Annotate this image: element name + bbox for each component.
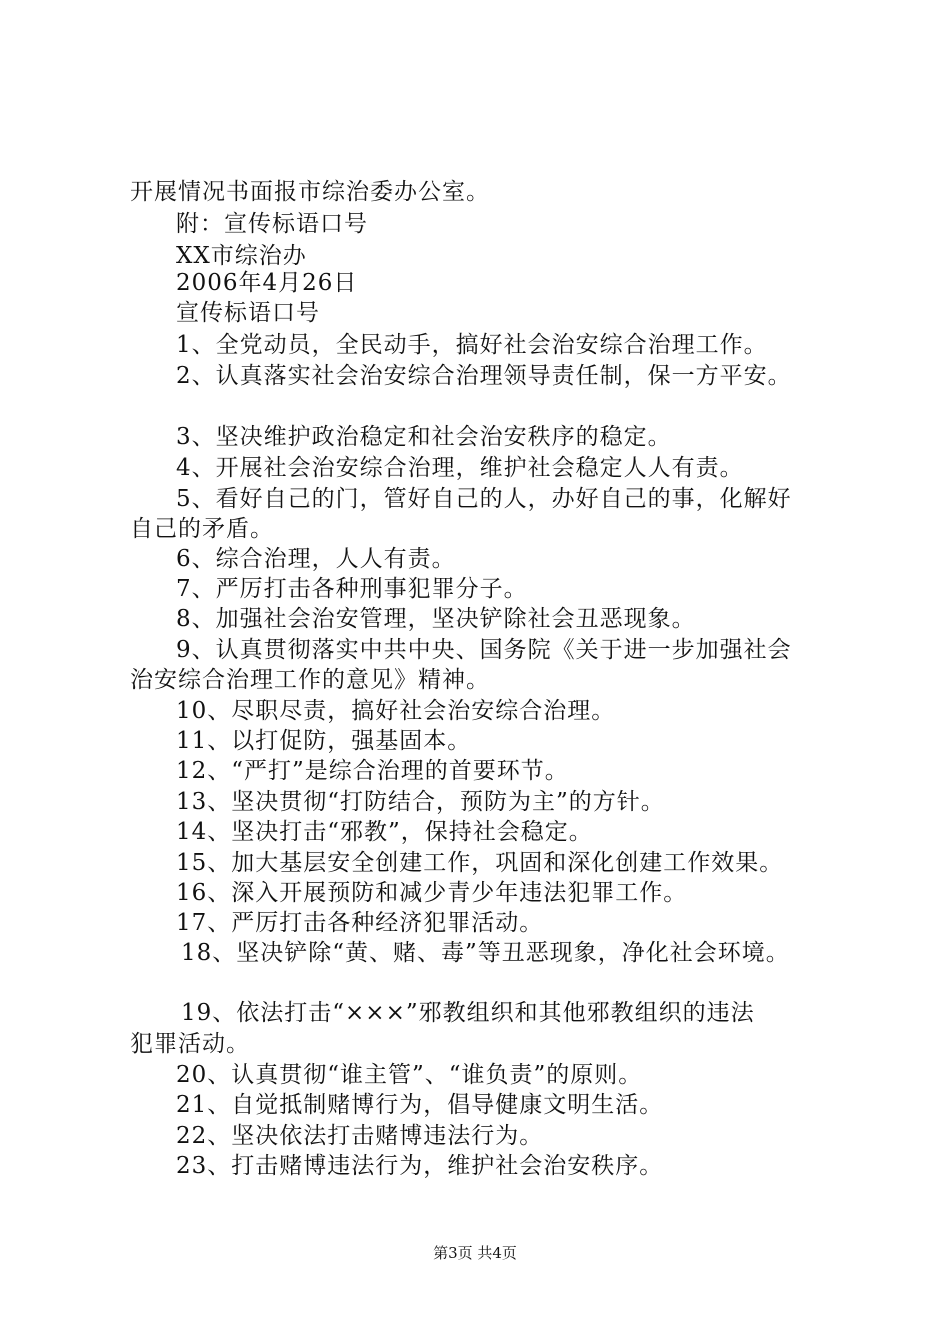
text-line: 2、认真落实社会治安综合治理领导责任制，保一方平安。 [176,363,792,389]
text-line: 8、加强社会治安管理，坚决铲除社会丑恶现象。 [176,606,696,632]
text-line: 20、认真贯彻“谁主管”、“谁负责”的原则。 [176,1062,643,1088]
text-line: XX市综治办 [176,243,307,269]
text-line: 18、坚决铲除“黄、赌、毒”等丑恶现象，净化社会环境。 [181,940,790,966]
text-line: 犯罪活动。 [130,1031,250,1057]
text-line: 附：宣传标语口号 [176,211,368,237]
text-line: 13、坚决贯彻“打防结合，预防为主”的方针。 [176,789,665,815]
text-line: 11、以打促防，强基固本。 [176,728,472,754]
text-line: 19、依法打击“×××”邪教组织和其他邪教组织的违法 [181,1000,755,1026]
text-line: 3、坚决维护政治稳定和社会治安秩序的稳定。 [176,424,672,450]
text-line: 自己的矛盾。 [130,516,274,542]
text-line: 16、深入开展预防和减少青少年违法犯罪工作。 [176,880,688,906]
text-line: 17、严厉打击各种经济犯罪活动。 [176,910,544,936]
text-line: 9、认真贯彻落实中共中央、国务院《关于进一步加强社会 [176,637,792,663]
text-line: 12、“严打”是综合治理的首要环节。 [176,758,569,784]
page-footer: 第3页 共4页 [433,1244,517,1262]
text-line: 23、打击赌博违法行为，维护社会治安秩序。 [176,1153,664,1179]
text-line: 22、坚决依法打击赌博违法行为。 [176,1123,544,1149]
text-line: 14、坚决打击“邪教”，保持社会稳定。 [176,819,593,845]
text-line: 2006年4月26日 [176,270,358,296]
text-line: 4、开展社会治安综合治理，维护社会稳定人人有责。 [176,455,744,481]
text-line: 10、尽职尽责，搞好社会治安综合治理。 [176,698,616,724]
text-line: 宣传标语口号 [176,300,320,326]
text-line: 5、看好自己的门，管好自己的人，办好自己的事，化解好 [176,486,792,512]
text-line: 开展情况书面报市综治委办公室。 [130,179,490,205]
text-line: 21、自觉抵制赌博行为，倡导健康文明生活。 [176,1092,664,1118]
text-line: 15、加大基层安全创建工作，巩固和深化创建工作效果。 [176,850,784,876]
text-line: 1、全党动员，全民动手，搞好社会治安综合治理工作。 [176,332,768,358]
text-line: 6、综合治理，人人有责。 [176,546,456,572]
text-line: 治安综合治理工作的意见》精神。 [130,667,490,693]
text-line: 7、严厉打击各种刑事犯罪分子。 [176,576,528,602]
